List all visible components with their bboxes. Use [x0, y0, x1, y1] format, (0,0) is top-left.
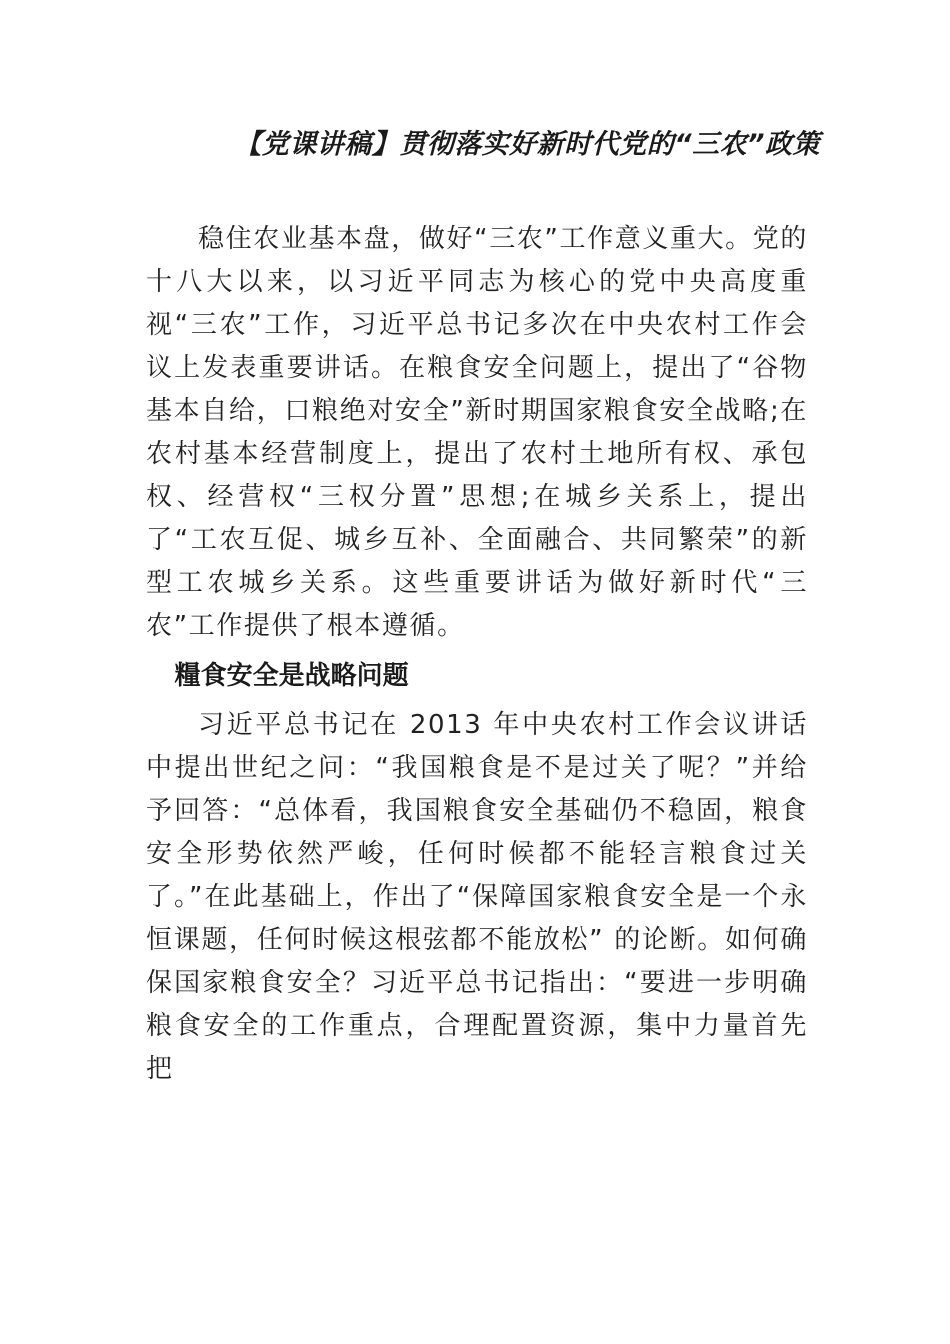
document-title: 【党课讲稿】贯彻落实好新时代党的“三农”政策 [234, 129, 820, 160]
intro-paragraph: 稳住农业基本盘，做好“三农”工作意义重大。党的十八大以来，以习近平同志为核心的党中央高度重视“三农”工作，习近平总书记多次在中央农村工作会议上发表重要讲话。在粮食安全问题上，提出了“谷物基本自给，口粮绝对安全”新时期国家粮食安全战略;在农村基本经营制度上，提出了农村土地所有权、承包权、经营权“三权分置”思想;在城乡关系上，提出了“工农互促、城乡互补、全面融合、共同繁荣”的新型工农城乡关系。这些重要讲话为做好新时代“三农”工作提供了根本遵循。 [146, 224, 808, 641]
section-paragraph: 习近平总书记在 2013 年中央农村工作会议讲话中提出世纪之问：“我国粮食是不是过关了呢？”并给予回答：“总体看，我国粮食安全基础仍不稳固，粮食安全形势依然严峻，任何时候都不能轻言粮食过关了。”在此基础上，作出了“保障国家粮食安全是一个永恒课题，任何时候这根弦都不能放松” 的论断。如何确保国家粮食安全？习近平总书记指出：“要进一步明确粮食安全的工作重点，合理配置资源，集中力量首先把 [146, 710, 808, 1084]
section-heading: 糧食安全是战略问题 [174, 661, 409, 691]
document-body [146, 218, 808, 1091]
